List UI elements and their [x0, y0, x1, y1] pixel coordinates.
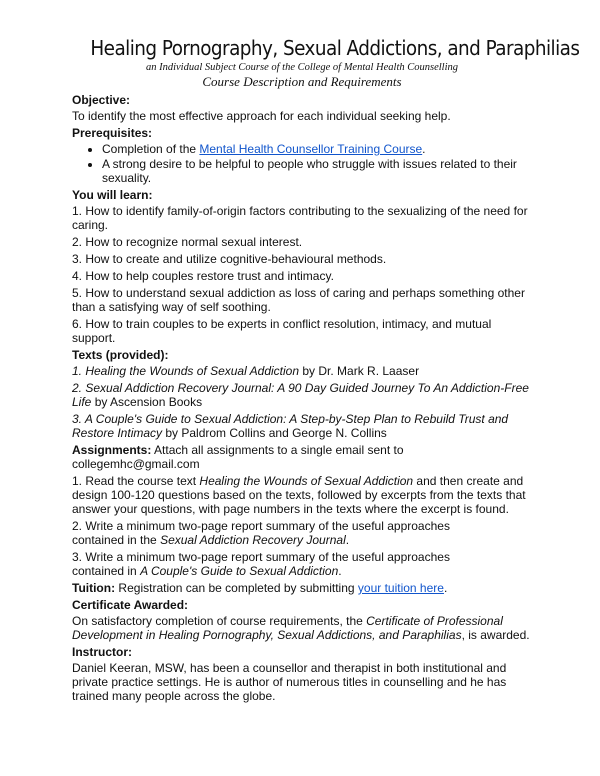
certificate-post: , is awarded.	[461, 628, 530, 642]
assignments-intro	[72, 443, 532, 471]
tuition-suffix: .	[443, 581, 448, 595]
assignment-text: .	[338, 564, 342, 578]
assignments-intro-text: Attach all assignments to a single email sent to collegemhc@gmail.com	[72, 443, 404, 471]
learn-item: 1. How to identify family-of-origin factors contributing to the sexualizing of the need for caring.	[72, 204, 528, 232]
learn-item: 4. How to help couples restore trust and intimacy.	[72, 269, 334, 283]
text-title: 2. Sexual Addiction Recovery Journal: A 90 Day Guided Journey To An Addiction-Free Life	[72, 381, 529, 409]
learn-item: 5. How to understand sexual addiction as loss of caring and perhaps something other than a satisfying way of self soothing.	[72, 286, 525, 314]
assignment-book-title: Healing the Wounds of Sexual Addiction	[199, 474, 414, 488]
objective-text: To identify the most effective approach for each individual seeking help.	[72, 109, 451, 123]
document-page	[72, 36, 580, 706]
section-subhead: Course Description and Requirements	[202, 74, 402, 89]
text-author: by Paldrom Collins and George N. Collins	[162, 426, 387, 440]
text-title: 1. Healing the Wounds of Sexual Addiction	[72, 364, 300, 378]
assignment-item: 3. Write a minimum two-page report summary of the useful approaches	[72, 550, 450, 564]
assignment-item-cont	[72, 533, 532, 547]
tuition-heading: Tuition:	[72, 581, 116, 595]
texts-heading: Texts (provided):	[72, 348, 169, 362]
prerequisite-text: Completion of the	[102, 142, 200, 156]
assignment-text: contained in	[72, 564, 141, 578]
assignment-item: 2. Write a minimum two-page report summary of the useful approaches	[72, 519, 450, 533]
learn-item: 2. How to recognize normal sexual interest.	[72, 235, 303, 249]
tuition-line	[72, 581, 532, 595]
text-item	[72, 381, 532, 409]
text-author: by Dr. Mark R. Laaser	[299, 364, 420, 378]
text-author: by Ascension Books	[91, 395, 203, 409]
assignment-book-title: A Couple's Guide to Sexual Addiction	[140, 564, 339, 578]
assignment-item-cont	[72, 564, 532, 578]
prerequisites-heading: Prerequisites:	[72, 126, 153, 140]
assignment-book-title: Sexual Addiction Recovery Journal	[160, 533, 346, 547]
assignment-text: and then create and design 100-120 questions based on the texts, followed by excerpts from the texts that answer your questions, with page numbers in the texts where the excerpt is found.	[72, 474, 526, 516]
objective-heading: Objective:	[72, 93, 131, 107]
learn-item: 3. How to create and utilize cognitive-behavioural methods.	[72, 252, 387, 266]
text-item	[72, 412, 532, 440]
certificate-pre: On satisfactory completion of course requirements, the	[72, 614, 367, 628]
certificate-heading: Certificate Awarded:	[72, 598, 189, 612]
certificate-title: Certificate of Professional Development in Healing Pornography, Sexual Addictions, and Paraphilias	[72, 614, 503, 642]
certificate-text	[72, 614, 532, 642]
text-title: 3. A Couple's Guide to Sexual Addiction: A Step-by-Step Plan to Rebuild Trust and Restore Intimacy	[72, 412, 509, 440]
instructor-bio: Daniel Keeran, MSW, has been a counsellor and therapist in both institutional and private practice settings. He is author of numerous titles in counselling and he has trained many people across the globe.	[72, 661, 507, 703]
prerequisites-list	[72, 142, 532, 185]
assignment-text: contained in the	[72, 533, 161, 547]
assignment-item	[72, 474, 532, 516]
assignment-text: .	[345, 533, 350, 547]
tuition-link[interactable]: your tuition here	[357, 581, 444, 595]
learn-heading: You will learn:	[72, 188, 153, 202]
prerequisite-suffix: .	[422, 142, 426, 156]
tuition-text: Registration can be completed by submitting	[115, 581, 358, 595]
prerequisite-item: • A strong desire to be helpful to people who struggle with issues related to their sexuality.	[102, 157, 532, 185]
instructor-heading: Instructor:	[72, 645, 132, 659]
training-course-link[interactable]: Mental Health Counsellor Training Course	[199, 142, 423, 156]
course-subtitle: an Individual Subject Course of the College of Mental Health Counselling	[145, 62, 459, 73]
prerequisite-item	[102, 142, 532, 156]
learn-item: 6. How to train couples to be experts in conflict resolution, intimacy, and mutual support.	[72, 317, 492, 345]
text-item	[72, 364, 532, 378]
course-title: Healing Pornography, Sexual Addictions, and Paraphilias	[90, 36, 580, 60]
assignments-heading: Assignments:	[72, 443, 152, 457]
assignment-text: 1. Read the course text	[72, 474, 200, 488]
